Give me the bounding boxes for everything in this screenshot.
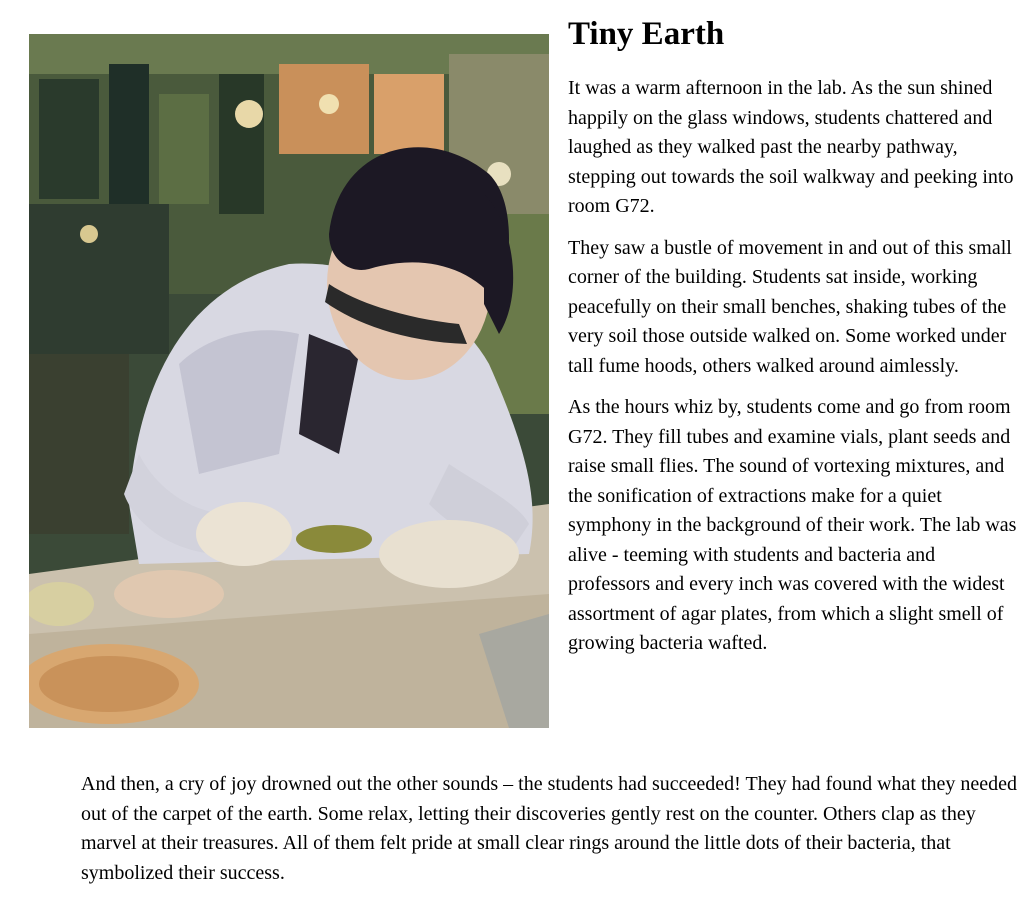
story-paragraph: As the hours whiz by, students come and go from room G72. They fill tubes and examine vials, plant seeds and raise small flies. The sound of vortexing mixtures, and the sonification of extractions make for a quiet symphony in the background of their work. The lab was alive - teeming with students and bacteria and professors and every inch was covered with the widest assortment of agar plates, from which a slight smell of growing bacteria wafted. — [568, 396, 1017, 654]
story-title: Tiny Earth — [568, 16, 725, 52]
story-side-column — [568, 74, 1018, 671]
story-paragraph: And then, a cry of joy drowned out the other sounds – the students had succeeded! They had found what they needed out of the carpet of the earth. Some relax, letting their discoveries gently rest on the counter. Others clap as they marvel at their treasures. All of them felt pride at small clear rings around the little dots of their bacteria, that symbolized their success. — [81, 773, 1018, 884]
lab-painting-illustration — [29, 34, 549, 728]
story-paragraph: It was a warm afternoon in the lab. As the sun shined happily on the glass windows, students chattered and laughed as they walked past the nearby pathway, stepping out towards the soil walkway and peeking into room G72. — [568, 77, 1014, 217]
story-paragraph: They saw a bustle of movement in and out of this small corner of the building. Students sat inside, working peacefully on their small benches, shaking tubes of the very soil those outside walked on. Some worked under tall fume hoods, others walked around aimlessly. — [568, 236, 1012, 377]
